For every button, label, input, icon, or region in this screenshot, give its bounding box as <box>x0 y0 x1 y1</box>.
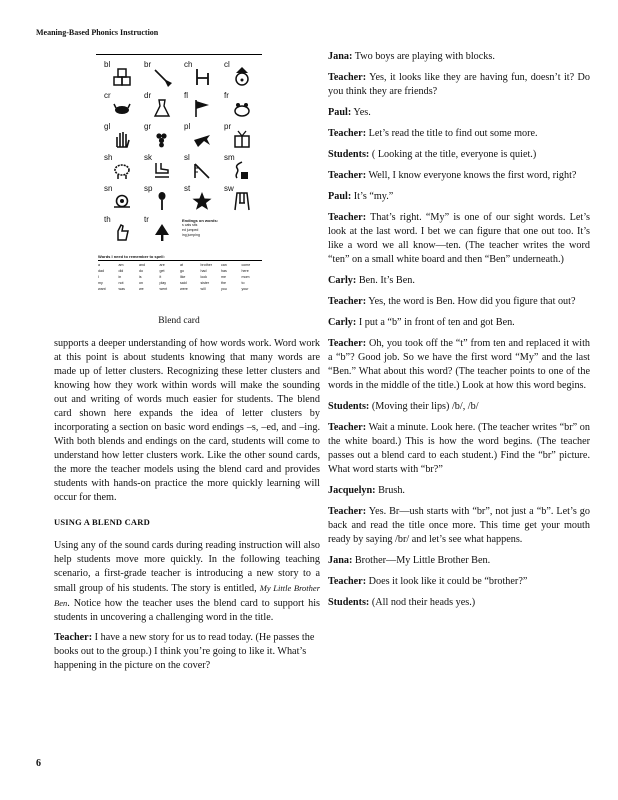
blend-cell <box>220 58 260 89</box>
blend-label: sn <box>104 184 113 193</box>
tree-icon <box>151 222 173 242</box>
sight-word: a <box>98 263 100 267</box>
dialogue-text: Brush. <box>375 485 405 496</box>
sight-word: will <box>200 287 206 291</box>
sight-word: brother <box>200 263 212 267</box>
dialogue-text: I put a “b” in front of ten and got Ben. <box>356 317 515 328</box>
dialogue-line <box>328 554 590 568</box>
body-paragraph <box>54 539 320 625</box>
dialogue-text: Let’s read the title to find out some more. <box>366 128 538 139</box>
chair-icon <box>191 67 213 87</box>
sight-word: it <box>159 275 162 279</box>
sight-word: I <box>98 275 99 279</box>
speaker-name: Teacher: <box>328 72 367 83</box>
blend-label: sk <box>144 153 152 162</box>
blend-cell <box>140 151 180 182</box>
plane-icon <box>191 129 213 149</box>
dialogue-text: (All nod their heads yes.) <box>369 597 476 608</box>
sight-words-grid <box>98 262 262 292</box>
blend-label: cr <box>104 91 111 100</box>
blend-cell <box>140 182 180 213</box>
dialogue-text: I have a new story for us to read today. (He passes the books out to the group.) I think you’re going to like it. What’s happening in the picture on the cover? <box>54 632 315 671</box>
speaker-name: Teacher: <box>328 170 367 181</box>
dialogue-line <box>328 316 590 330</box>
blend-label: gr <box>144 122 152 131</box>
dialogue-text: That’s right. “My” is one of our sight words. Let’s look at the last word. I bet we can figure that one out too. It’s like a word we all know—ten. (The teacher writes the word “ten” on a small white board and then “Ben” underneath.) <box>328 212 590 265</box>
dialogue-text: (Moving their lips) /b/, /b/ <box>369 401 479 412</box>
ending-line: ed jumped <box>182 228 199 232</box>
dialogue-text: Ben. It’s Ben. <box>356 275 415 286</box>
blend-cell <box>140 120 180 151</box>
speaker-name: Carly: <box>328 317 357 328</box>
speaker-name: Teacher: <box>54 632 93 643</box>
sight-word: has <box>221 269 227 273</box>
sight-words-title: Words I need to remember to spell: <box>98 254 262 261</box>
sight-word: the <box>221 281 226 285</box>
blend-label: sh <box>104 153 113 162</box>
blend-cell <box>220 120 260 151</box>
blend-label: br <box>144 60 152 69</box>
blend-cell <box>220 151 260 182</box>
blend-label: pl <box>184 122 191 131</box>
body-paragraph: supports a deeper understanding of how words work. Word work at this point is about students knowing that many words are made up of letter clusters. Recognizing these letter clusters and knowing how they work within words will make the sounding out and writing of words much easier for students. The blend card shown here expands the idea of letter clusters by incorporating a section on basic word endings –s, –ed, and –ing. With both blends and endings on the card, students will come to understand how letter clusters work. Like the other sound cards, the more the teacher models using the blend card and provides students with hands-on practice the more quickly learning will occur for them. <box>54 338 320 503</box>
frog-icon <box>231 98 253 118</box>
speaker-name: Jana: <box>328 51 353 62</box>
sight-word: me <box>221 275 226 279</box>
sight-word: you <box>221 287 227 291</box>
dialogue-text: It’s “my.” <box>351 191 394 202</box>
running-head: Meaning-Based Phonics Instruction <box>36 28 159 37</box>
flag-icon <box>191 98 213 118</box>
speaker-name: Paul: <box>328 191 352 202</box>
dialogue-line <box>328 337 590 393</box>
sight-word: went <box>159 287 168 291</box>
right-column <box>328 50 590 617</box>
dialogue-text: Yes. <box>351 107 371 118</box>
speaker-name: Teacher: <box>328 212 367 223</box>
dialogue-text: Yes. Br—ush starts with “br”, not just a “b”. Let’s go back and read the title once more. This time get your mouth ready by saying /br/ and let’s see what happens. <box>328 506 590 545</box>
blend-cell <box>180 89 220 120</box>
dialogue-text: Oh, you took off the “t” from ten and replaced it with a “b”? Good job. So we have the first word “My” and the last “Ben.” What about this word? (The teacher points to one of the words in the middle of the title.) Look at how this word begins. <box>328 338 590 391</box>
endings-title: Endings on words: <box>182 218 218 223</box>
dialogue-text: Well, I know everyone knows the first word, right? <box>366 170 577 181</box>
dialogue-line <box>328 421 590 477</box>
speaker-name: Teacher: <box>328 296 367 307</box>
dialogue-line <box>328 50 590 64</box>
dialogue-text: Does it look like it could be “brother?” <box>366 576 528 587</box>
paragraph-text: . Notice how the teacher uses the blend card to support his students in uncovering a challenging word in the title. <box>54 598 320 623</box>
ending-line: ing jumping <box>182 233 200 237</box>
blend-grid <box>100 58 260 244</box>
sight-word: at <box>180 263 183 267</box>
sight-word: was <box>118 287 125 291</box>
blend-cell <box>100 120 140 151</box>
blend-label: sp <box>144 184 153 193</box>
dialogue-line <box>54 631 320 673</box>
dialogue-text: Yes, the word is Ben. How did you figure that out? <box>366 296 576 307</box>
sight-word: mom <box>241 275 250 279</box>
dialogue-line <box>328 575 590 589</box>
blend-cell <box>100 213 140 244</box>
blend-cell <box>180 151 220 182</box>
dialogue-line <box>328 190 590 204</box>
blend-label: gl <box>104 122 111 131</box>
dialogue-line <box>328 596 590 610</box>
sight-word: to <box>241 281 245 285</box>
sight-word: want <box>98 287 106 291</box>
sight-word: am <box>118 263 124 267</box>
sight-word: dad <box>98 269 104 273</box>
spoon-icon <box>151 191 173 211</box>
sight-word: my <box>98 281 103 285</box>
swing-icon <box>231 191 253 211</box>
sight-word: and <box>139 263 145 267</box>
sight-word: get <box>159 269 165 273</box>
grapes-icon <box>151 129 173 149</box>
clown-icon <box>231 67 253 87</box>
sight-word: can <box>221 263 227 267</box>
figure-caption: Blend card <box>158 316 200 326</box>
sight-word: do <box>139 269 143 273</box>
blend-label: bl <box>104 60 111 69</box>
thumb-icon <box>111 222 133 242</box>
blend-label: sm <box>224 153 235 162</box>
blend-label: ch <box>184 60 193 69</box>
speaker-name: Paul: <box>328 107 352 118</box>
card-top-rule <box>96 54 262 55</box>
ending-line: s cats sits <box>182 223 198 227</box>
sight-word: here <box>241 269 249 273</box>
dialogue-line <box>328 71 590 99</box>
speaker-name: Teacher: <box>328 506 367 517</box>
dialogue-line <box>328 211 590 267</box>
sight-word: your <box>241 287 249 291</box>
slide-icon <box>191 160 213 180</box>
glove-icon <box>111 129 133 149</box>
blend-cell <box>100 182 140 213</box>
broom-icon <box>151 67 173 87</box>
blend-cell <box>180 120 220 151</box>
blend-label: sw <box>224 184 234 193</box>
sight-word: on <box>139 281 143 285</box>
snail-icon <box>111 191 133 211</box>
blend-label: pr <box>224 122 232 131</box>
blend-cell <box>140 89 180 120</box>
speaker-name: Students: <box>328 597 370 608</box>
blend-cell <box>180 182 220 213</box>
blend-card-figure <box>96 54 262 330</box>
sight-word: go <box>180 269 184 273</box>
blend-cell <box>220 182 260 213</box>
sight-words-section <box>98 254 262 292</box>
section-heading: USING A BLEND CARD <box>54 517 150 527</box>
sight-word: were <box>180 287 188 291</box>
endings-section <box>182 218 258 238</box>
sight-word: like <box>180 275 186 279</box>
blend-label: st <box>184 184 191 193</box>
dialogue-text: Two boys are playing with blocks. <box>352 51 495 62</box>
dialogue-line <box>328 106 590 120</box>
sight-word: in <box>118 275 122 279</box>
speaker-name: Jacquelyn: <box>328 485 376 496</box>
speaker-name: Students: <box>328 149 370 160</box>
speaker-name: Teacher: <box>328 576 367 587</box>
speaker-name: Jana: <box>328 555 353 566</box>
sight-word: is <box>139 275 142 279</box>
story-title: My Little Brother Ben <box>54 583 320 608</box>
sight-word: did <box>118 269 124 273</box>
star-icon <box>191 191 213 211</box>
blend-cell <box>220 89 260 120</box>
crab-icon <box>111 98 133 118</box>
sight-word: we <box>139 287 144 291</box>
blend-label: dr <box>144 91 152 100</box>
dialogue-text: Wait a minute. Look here. (The teacher writes “br” on the white board.) This is how the word begins. (The teacher passes out a blend card to each student.) Find the “br” picture. What word starts with “br?” <box>328 422 590 475</box>
sight-word: look <box>200 275 208 279</box>
blend-cell <box>100 58 140 89</box>
speaker-name: Teacher: <box>328 422 367 433</box>
present-icon <box>231 129 253 149</box>
blend-label: sl <box>184 153 190 162</box>
blend-cell <box>100 151 140 182</box>
sight-word: are <box>159 263 165 267</box>
blend-label: cl <box>224 60 230 69</box>
sight-word: said <box>180 281 187 285</box>
blend-cell <box>180 58 220 89</box>
sight-word: not <box>118 281 124 285</box>
left-column <box>54 337 320 680</box>
blocks-icon <box>111 67 133 87</box>
sheep-icon <box>111 160 133 180</box>
blend-cell <box>140 58 180 89</box>
sight-word: had <box>200 269 207 273</box>
sight-word: play <box>159 281 167 285</box>
dialogue-line <box>328 505 590 547</box>
blend-label: fl <box>184 91 188 100</box>
dialogue-line <box>328 274 590 288</box>
blend-cell <box>100 89 140 120</box>
dialogue-text: Yes, it looks like they are having fun, doesn’t it? Do you think they are friends? <box>328 72 590 97</box>
dialogue-line <box>328 169 590 183</box>
skates-icon <box>151 160 173 180</box>
blend-label: th <box>104 215 111 224</box>
dress-icon <box>151 98 173 118</box>
blend-label: tr <box>144 215 149 224</box>
dialogue-line <box>328 148 590 162</box>
dialogue-line <box>328 484 590 498</box>
speaker-name: Carly: <box>328 275 357 286</box>
dialogue-line <box>328 295 590 309</box>
sight-word: come <box>241 263 251 267</box>
dialogue-text: Brother—My Little Brother Ben. <box>352 555 491 566</box>
smoke-icon <box>231 160 253 180</box>
speaker-name: Teacher: <box>328 338 367 349</box>
blend-label: fr <box>224 91 229 100</box>
paragraph-text: Using any of the sound cards during reading instruction will also help students move more quickly. In the following teaching scenario, a first-grade teacher is introducing a new story to a small group of his students. The story is entitled, <box>54 540 320 594</box>
dialogue-line <box>328 127 590 141</box>
sight-word: sister <box>200 281 210 285</box>
dialogue-line <box>328 400 590 414</box>
speaker-name: Students: <box>328 401 370 412</box>
blend-cell <box>140 213 180 244</box>
speaker-name: Teacher: <box>328 128 367 139</box>
dialogue-text: ( Looking at the title, everyone is quiet.) <box>369 149 537 160</box>
page-number: 6 <box>36 758 41 769</box>
